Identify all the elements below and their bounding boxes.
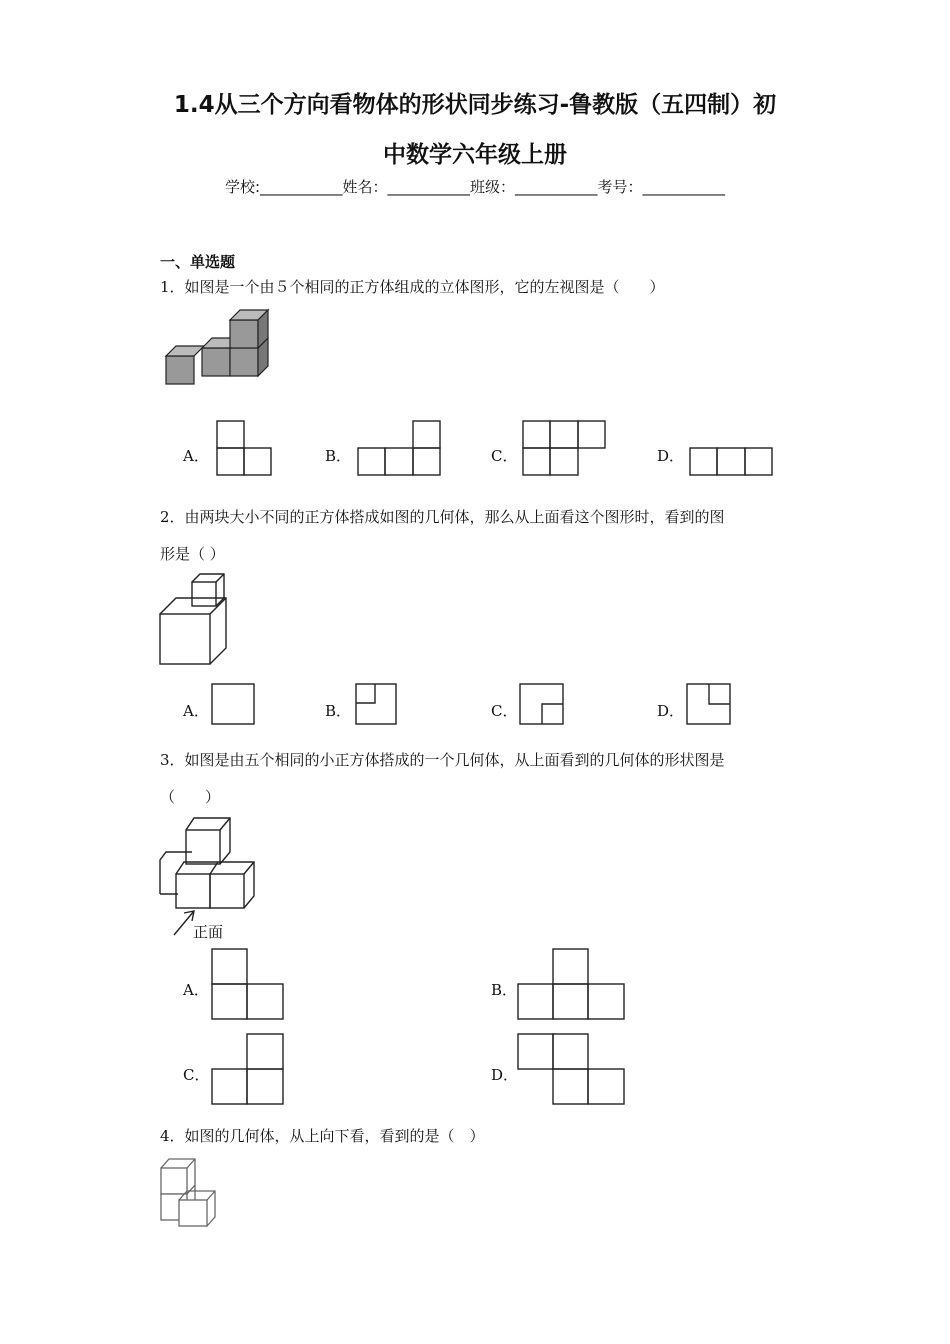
student-info-line: 学校:___________姓名：___________班级：___________考号：___________ (224, 178, 726, 196)
question-4-text: 4．如图的几何体，从上向下看，看到的是（ ） (160, 1127, 485, 1145)
q1-option-d-label[interactable]: D． (657, 447, 685, 465)
q1-option-b-label[interactable]: B． (325, 447, 352, 465)
q3-option-b-figure[interactable] (518, 949, 628, 1021)
section-title: 一、单选题 (160, 253, 236, 271)
q3-option-a-label[interactable]: A． (183, 981, 209, 999)
q3-figure-cubes (158, 816, 260, 912)
q2-option-b-label[interactable]: B． (325, 702, 352, 720)
q1-option-d-figure[interactable] (690, 448, 774, 476)
q3-option-a-figure[interactable] (212, 949, 286, 1021)
q2-option-b-figure[interactable] (356, 684, 400, 726)
q2-option-c-label[interactable]: C． (491, 702, 518, 720)
q2-option-c-figure[interactable] (520, 684, 566, 726)
q3-front-label: 正面 (193, 923, 224, 941)
question-2-text-line-2: 形是（ ） (160, 545, 225, 563)
q3-option-d-figure[interactable] (518, 1034, 628, 1106)
q1-figure-cubes (160, 308, 270, 388)
title-line-2: 中数学六年级上册 (383, 142, 567, 168)
q1-option-c-figure[interactable] (523, 421, 607, 477)
q2-option-d-figure[interactable] (687, 684, 733, 726)
q1-option-b-figure[interactable] (358, 421, 442, 477)
question-3-text-line-2: （ ） (160, 788, 221, 806)
q2-figure-cubes (158, 574, 230, 668)
q4-figure-cubes (158, 1156, 228, 1230)
q1-option-a-label[interactable]: A． (183, 447, 209, 465)
question-1-text: 1．如图是一个由５个相同的正方体组成的立体图形，它的左视图是（ ） (160, 278, 665, 296)
question-3-text-line-1: 3．如图是由五个相同的小正方体搭成的一个几何体，从上面看到的几何体的形状图是 (160, 751, 725, 769)
q1-option-a-figure[interactable] (217, 421, 273, 477)
q2-option-a-figure[interactable] (212, 684, 256, 726)
q3-option-c-figure[interactable] (212, 1034, 286, 1106)
q1-option-c-label[interactable]: C． (491, 447, 518, 465)
title-line-1: 1.4从三个方向看物体的形状同步练习-鲁教版（五四制）初 (173, 92, 777, 118)
q3-option-b-label[interactable]: B． (491, 981, 518, 999)
q3-option-c-label[interactable]: C． (183, 1066, 210, 1084)
q2-option-a-label[interactable]: A． (183, 702, 209, 720)
q2-option-d-label[interactable]: D． (657, 702, 685, 720)
question-2-text-line-1: 2．由两块大小不同的正方体搭成如图的几何体，那么从上面看这个图形时，看到的图 (160, 508, 725, 526)
q3-option-d-label[interactable]: D． (491, 1066, 519, 1084)
